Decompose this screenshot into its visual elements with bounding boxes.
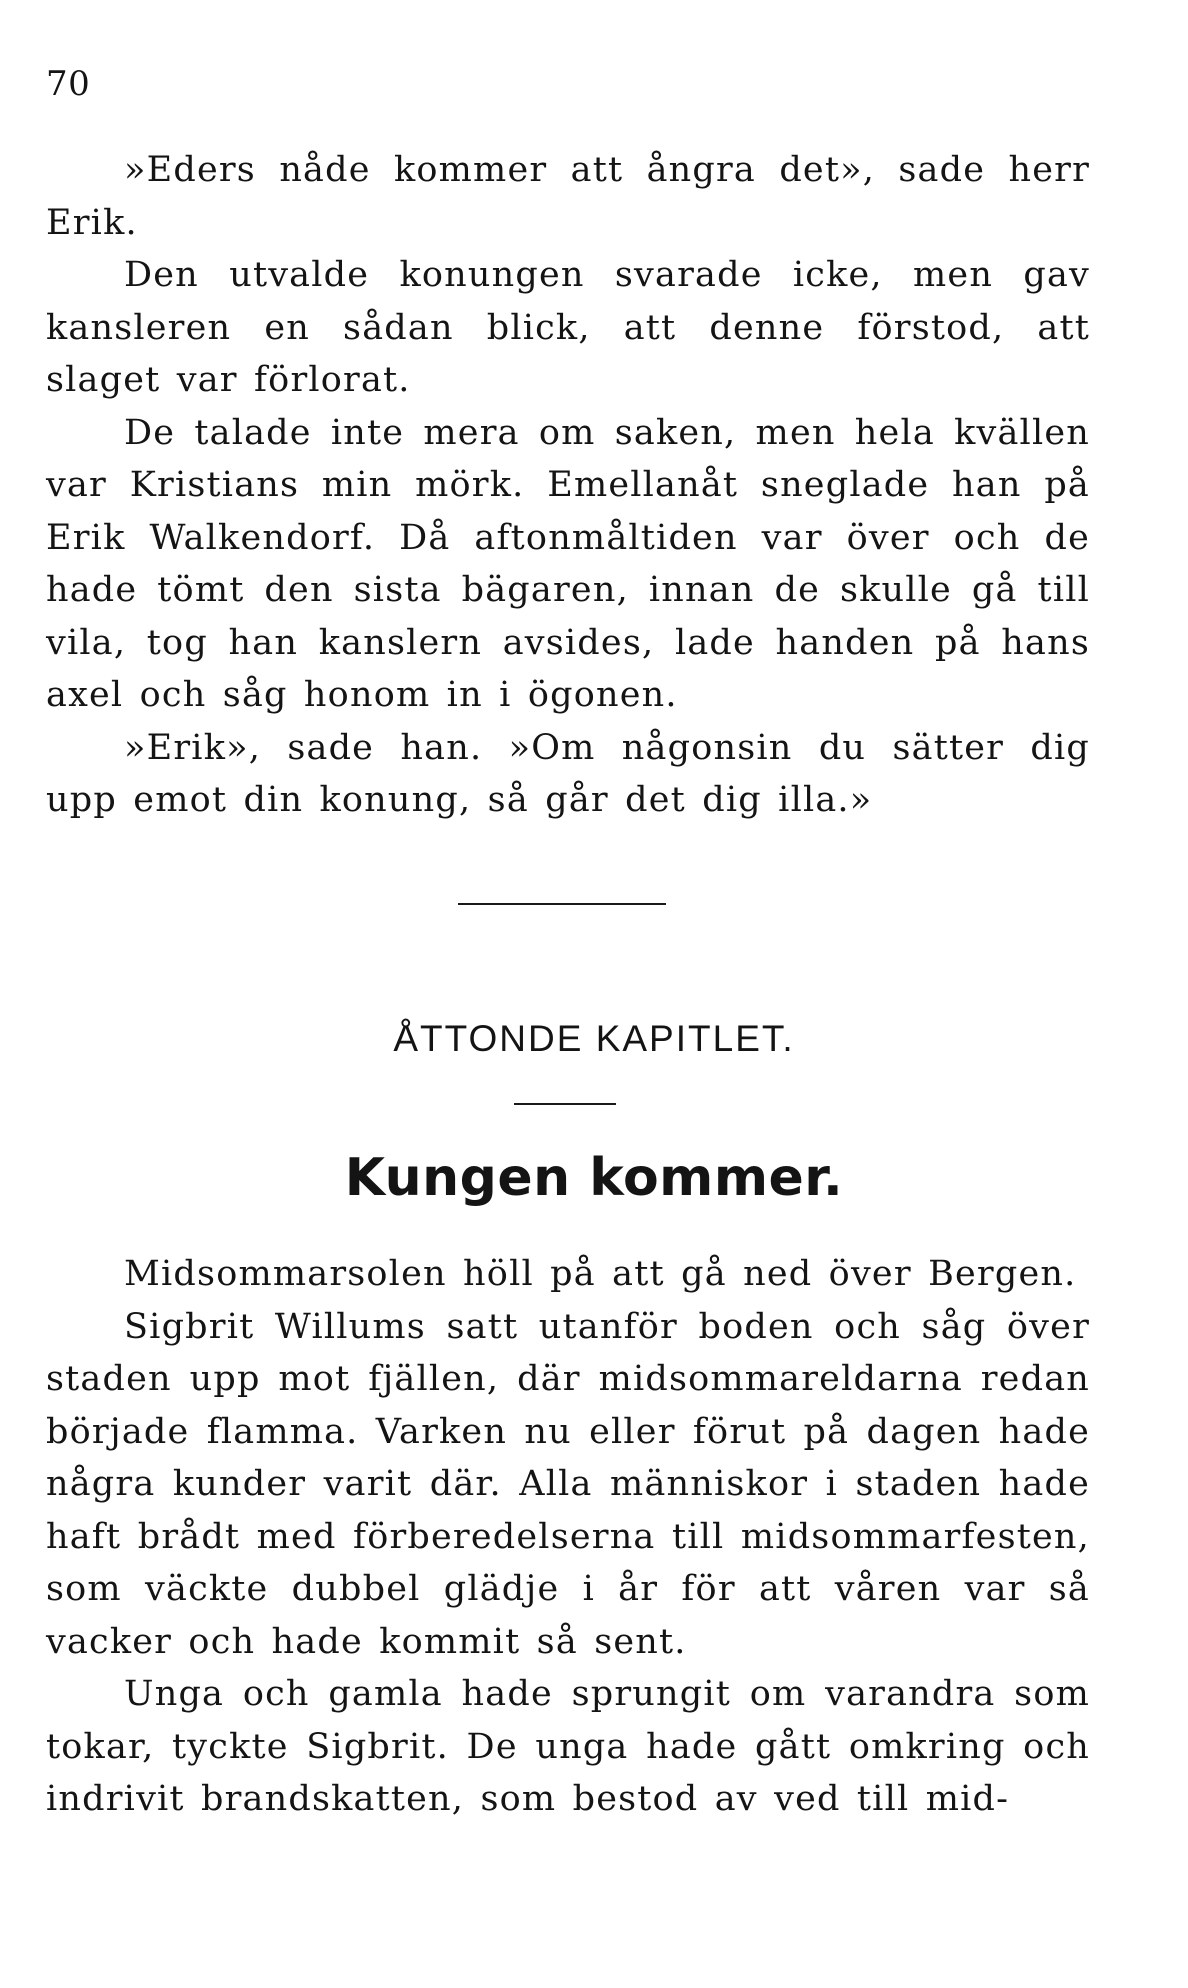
text-section-before: [46, 144, 1090, 827]
paragraph: De talade inte mera om saken, men hela kvällen var Kristians min mörk. Emellanåt sneglade han på Erik Walkendorf. Då aftonmåltiden var över och de hade tömt den sista bägaren, innan de skulle gå till vila, tog han kanslern avsides, lade handen på hans axel och såg honom in i ögonen.: [46, 412, 1090, 715]
chapter-label: ÅTTONDE KAPITLET.: [393, 1018, 795, 1059]
paragraph: Unga och gamla hade sprungit om varandra som tokar, tyckte Sigbrit. De unga hade gått omkring och indrivit brandskatten, som bestod av ved till mid-: [46, 1674, 1090, 1819]
paragraph: Sigbrit Willums satt utanför boden och såg över staden upp mot fjällen, där midsommareldarna redan började flamma. Varken nu eller förut på dagen hade några kunder varit där. Alla människor i staden hade haft brådt med förberedelserna till midsommarfesten, som väckte dubbel glädje i år för att våren var så vacker och hade kommit så sent.: [46, 1306, 1090, 1662]
page-number: 70: [46, 64, 91, 104]
text-section-after: [46, 1248, 1090, 1826]
chapter-divider: [514, 1103, 616, 1105]
paragraph: »Erik», sade han. »Om någonsin du sätter dig upp emot din konung, så går det dig illa.»: [46, 727, 1090, 820]
paragraph: »Eders nåde kommer att ångra det», sade herr Erik.: [46, 150, 1090, 243]
chapter-title: Kungen kommer.: [344, 1148, 844, 1208]
section-divider: [458, 903, 666, 905]
paragraph: Den utvalde konungen svarade icke, men gav kansleren en sådan blick, att denne förstod, att slaget var förlorat.: [46, 255, 1090, 400]
paragraph: Midsommarsolen höll på att gå ned över Bergen.: [124, 1254, 1077, 1294]
